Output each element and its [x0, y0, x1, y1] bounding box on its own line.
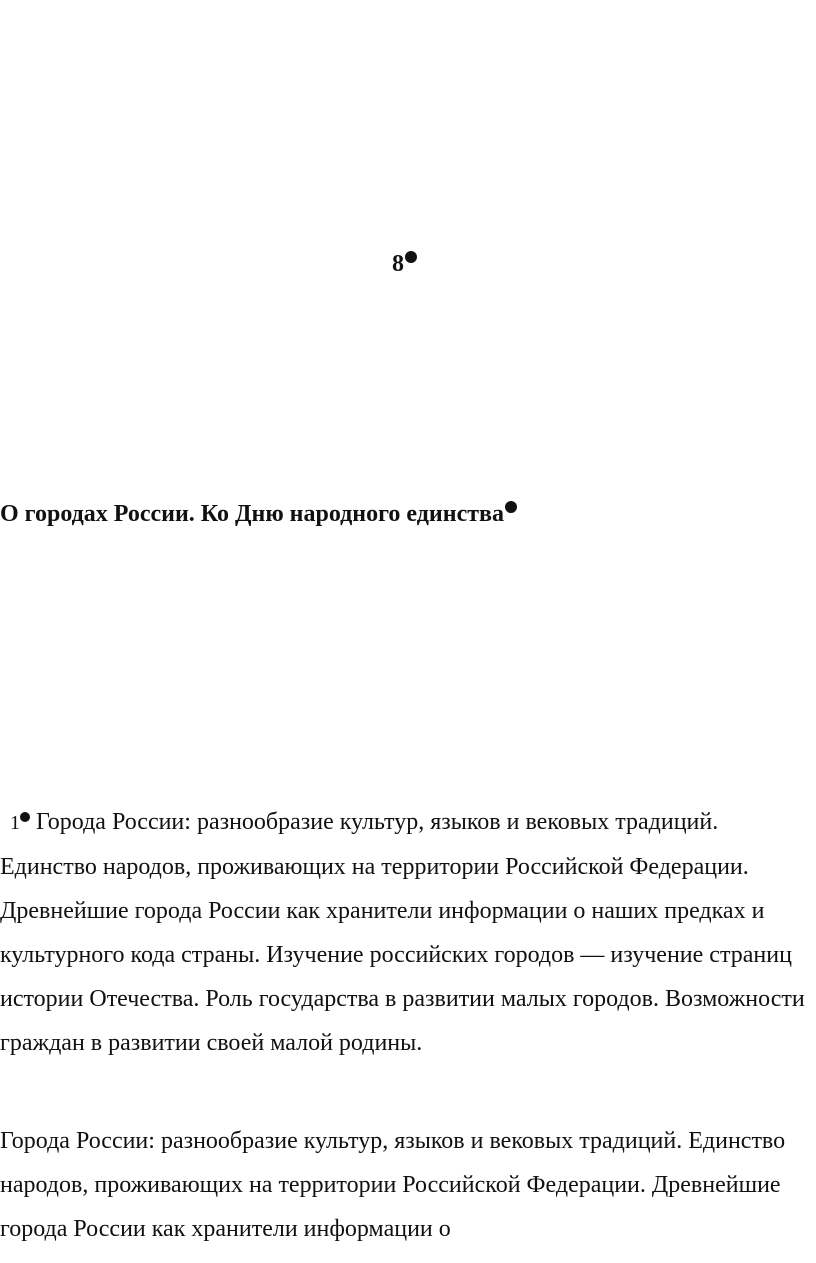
page-number	[392, 248, 417, 280]
paragraph-second	[0, 1119, 812, 1251]
list-marker-number: 1	[10, 812, 20, 834]
heading-text: О городах России. Ко Дню народного единства	[0, 501, 504, 527]
paragraph-first-text: Города России: разнообразие культур, языков и вековых традиций. Единство народов, проживающих на территории Российской Федерации. Древнейшие города России как хранители информации о наших предках и культурного кода страны. Изучение российских городов — изучение страниц истории Отечества. Роль государства в развитии малых городов. Возможности граждан в развитии своей малой родины.	[0, 809, 805, 1056]
bullet-icon	[20, 812, 30, 822]
bullet-icon	[405, 251, 417, 263]
paragraph-second-text: Города России: разнообразие культур, языков и вековых традиций. Единство народов, проживающих на территории Российской Федерации. Древнейшие города России как хранители информации о	[0, 1128, 786, 1242]
list-marker	[10, 800, 30, 845]
page-number-text: 8	[392, 251, 404, 277]
paragraph-first	[0, 800, 812, 1065]
document-heading	[0, 498, 517, 530]
bullet-icon	[505, 501, 517, 513]
